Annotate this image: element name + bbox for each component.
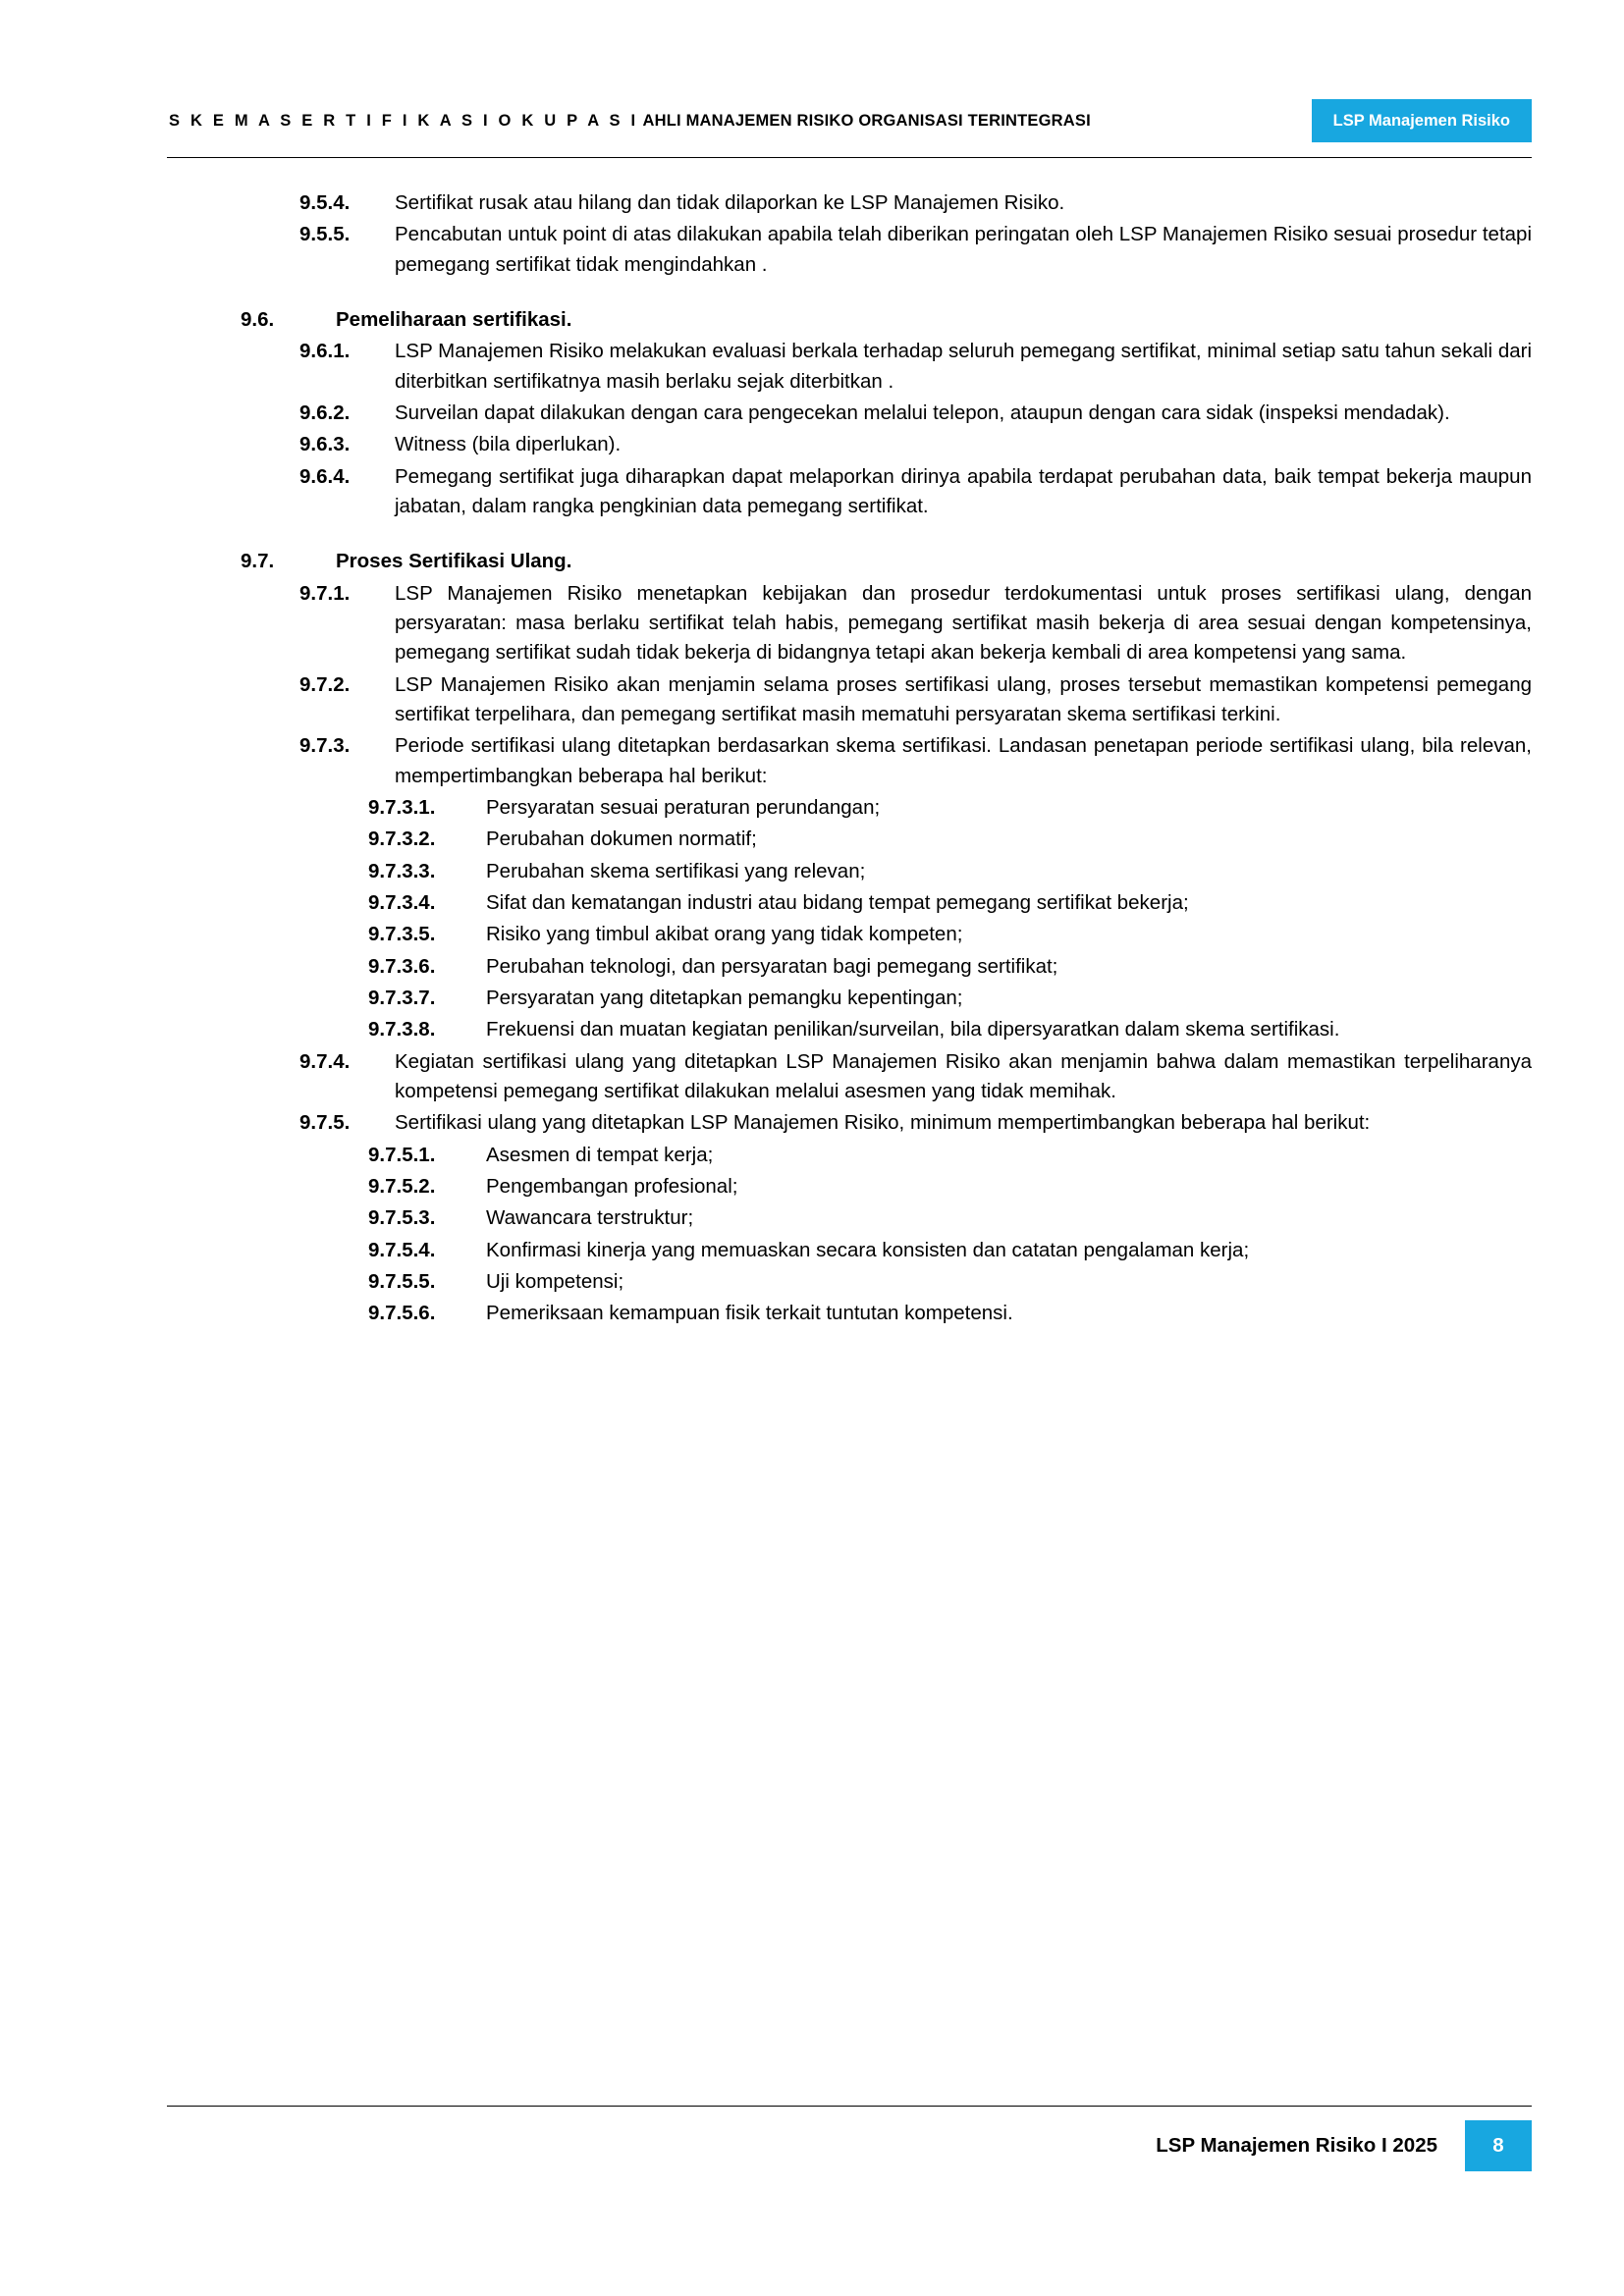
clause-row [368, 793, 1532, 823]
clause-row [368, 952, 1532, 982]
clause-row [299, 579, 1532, 668]
clause-row [368, 920, 1532, 949]
clause-number: 9.6.2. [299, 400, 351, 424]
clause-text: Persyaratan sesuai peraturan perundangan; [486, 795, 881, 819]
clause-row [299, 1108, 1532, 1138]
clause-number: 9.7.1. [299, 581, 351, 605]
clause-row [299, 399, 1532, 428]
clause-row [241, 547, 1532, 576]
clause-number: 9.7.3.7. [368, 986, 436, 1009]
clause-number: 9.7.3. [299, 734, 351, 758]
header-title [167, 112, 1312, 131]
clause-text: LSP Manajemen Risiko menetapkan kebijakan dan prosedur terdokumentasi untuk proses sertifikasi ulang, dengan persyaratan: masa berlaku sertifikat telah habis, pemegang sertifikat masih bekerja di area sesuai dengan kompetensinya, pemegang sertifikat sudah tidak bekerja di bidangnya tetapi akan bekerja kembali di area kompetensi yang sama. [395, 581, 1532, 665]
clause-number: 9.7.3.4. [368, 890, 436, 914]
clause-row [299, 731, 1532, 791]
clause-number: 9.7.3.3. [368, 859, 436, 882]
clause-number: 9.5.4. [299, 191, 351, 214]
clause-row [299, 670, 1532, 730]
clause-number: 9.7.3.1. [368, 795, 436, 819]
clause-number: 9.7.4. [299, 1049, 351, 1073]
clause-row [368, 1236, 1532, 1265]
clause-text: Frekuensi dan muatan kegiatan penilikan/surveilan, bila dipersyaratkan dalam skema sertifikasi. [486, 1018, 1340, 1041]
clause-text: Risiko yang timbul akibat orang yang tidak kompeten; [486, 923, 963, 946]
clause-number: 9.6.3. [299, 433, 351, 456]
footer-page-number: 8 [1465, 2120, 1532, 2171]
clause-number: 9.7.3.6. [368, 954, 436, 978]
clause-number: 9.7.5.1. [368, 1143, 436, 1166]
clause-row [299, 220, 1532, 280]
page-footer [167, 2120, 1532, 2171]
header-title-rest: AHLI MANAJEMEN RISIKO ORGANISASI TERINTEGRASI [638, 111, 1091, 130]
footer-divider [167, 2106, 1532, 2107]
clause-row [299, 462, 1532, 522]
clause-row [368, 888, 1532, 918]
clause-row [368, 1015, 1532, 1044]
clause-number: 9.6.1. [299, 340, 351, 363]
clause-text: Uji kompetensi; [486, 1269, 624, 1293]
clause-number: 9.7.3.2. [368, 828, 436, 851]
clause-row [299, 337, 1532, 397]
clause-text: Sertifikat rusak atau hilang dan tidak dilaporkan ke LSP Manajemen Risiko. [395, 191, 1065, 214]
clause-number: 9.7.3.8. [368, 1018, 436, 1041]
clause-text: Pemeliharaan sertifikasi. [336, 307, 572, 331]
clause-row [368, 857, 1532, 886]
clause-number: 9.7.5.2. [368, 1174, 436, 1198]
clause-row [299, 430, 1532, 459]
clause-row [368, 984, 1532, 1013]
clause-number: 9.7.5. [299, 1111, 351, 1135]
clause-text: Perubahan dokumen normatif; [486, 828, 757, 851]
clause-text: Periode sertifikasi ulang ditetapkan berdasarkan skema sertifikasi. Landasan penetapan periode sertifikasi ulang, bila relevan, mempertimbangkan beberapa hal berikut: [395, 734, 1532, 787]
clause-text: Pencabutan untuk point di atas dilakukan apabila telah diberikan peringatan oleh LSP Manajemen Risiko sesuai prosedur tetapi pemegang sertifikat tidak mengindahkan . [395, 223, 1532, 276]
clause-number: 9.7.2. [299, 672, 351, 696]
clause-text: Perubahan teknologi, dan persyaratan bagi pemegang sertifikat; [486, 954, 1058, 978]
clause-text: Wawancara terstruktur; [486, 1206, 694, 1230]
clause-text: LSP Manajemen Risiko melakukan evaluasi berkala terhadap seluruh pemegang sertifikat, minimal setiap satu tahun sekali dari diterbitkan sertifikatnya masih berlaku sejak diterbitkan . [395, 340, 1532, 393]
document-body [167, 187, 1532, 1328]
clause-row [299, 1047, 1532, 1107]
clause-number: 9.5.5. [299, 223, 351, 246]
clause-text: Kegiatan sertifikasi ulang yang ditetapkan LSP Manajemen Risiko akan menjamin bahwa dalam memastikan terpeliharanya kompetensi pemegang sertifikat dilakukan melalui asesmen yang tidak memihak. [395, 1049, 1532, 1102]
header-divider [167, 157, 1532, 158]
clause-text: Asesmen di tempat kerja; [486, 1143, 714, 1166]
clause-text: Proses Sertifikasi Ulang. [336, 550, 572, 573]
clause-number: 9.7.5.6. [368, 1302, 436, 1325]
clause-row [368, 1299, 1532, 1328]
footer-text: LSP Manajemen Risiko I 2025 [1156, 2134, 1437, 2157]
clause-number: 9.7.5.4. [368, 1238, 436, 1261]
clause-text: Konfirmasi kinerja yang memuaskan secara konsisten dan catatan pengalaman kerja; [486, 1238, 1250, 1261]
clause-text: Witness (bila diperlukan). [395, 433, 622, 456]
clause-text: Perubahan skema sertifikasi yang relevan; [486, 859, 866, 882]
clause-number: 9.7.5.5. [368, 1269, 436, 1293]
header-badge: LSP Manajemen Risiko [1312, 99, 1532, 143]
clause-text: Pemegang sertifikat juga diharapkan dapat melaporkan dirinya apabila terdapat perubahan data, baik tempat bekerja maupun jabatan, dalam rangka pengkinian data pemegang sertifikat. [395, 464, 1532, 517]
clause-text: LSP Manajemen Risiko akan menjamin selama proses sertifikasi ulang, proses tersebut memastikan kompetensi pemegang sertifikat terpelihara, dan pemegang sertifikat masih mematuhi persyaratan skema sertifikasi terkini. [395, 672, 1532, 725]
clause-number: 9.6.4. [299, 464, 351, 488]
clause-text: Surveilan dapat dilakukan dengan cara pengecekan melalui telepon, ataupun dengan cara sidak (inspeksi mendadak). [395, 400, 1450, 424]
clause-text: Pemeriksaan kemampuan fisik terkait tuntutan kompetensi. [486, 1302, 1013, 1325]
clause-text: Sifat dan kematangan industri atau bidang tempat pemegang sertifikat bekerja; [486, 890, 1189, 914]
clause-text: Pengembangan profesional; [486, 1174, 738, 1198]
clause-row [368, 825, 1532, 854]
clause-text: Persyaratan yang ditetapkan pemangku kepentingan; [486, 986, 963, 1009]
clause-row [368, 1172, 1532, 1201]
clause-row [368, 1203, 1532, 1233]
clause-number: 9.7.5.3. [368, 1206, 436, 1230]
clause-number: 9.6. [241, 307, 275, 331]
clause-number: 9.7.3.5. [368, 923, 436, 946]
clause-text: Sertifikasi ulang yang ditetapkan LSP Manajemen Risiko, minimum mempertimbangkan beberapa hal berikut: [395, 1111, 1371, 1135]
clause-row [299, 188, 1532, 218]
header-title-spaced: S K E M A S E R T I F I K A S I O K U P A S I [169, 111, 639, 130]
clause-row [368, 1141, 1532, 1170]
clause-row [241, 305, 1532, 335]
clause-number: 9.7. [241, 550, 275, 573]
page-header [167, 93, 1532, 148]
clause-row [368, 1267, 1532, 1297]
